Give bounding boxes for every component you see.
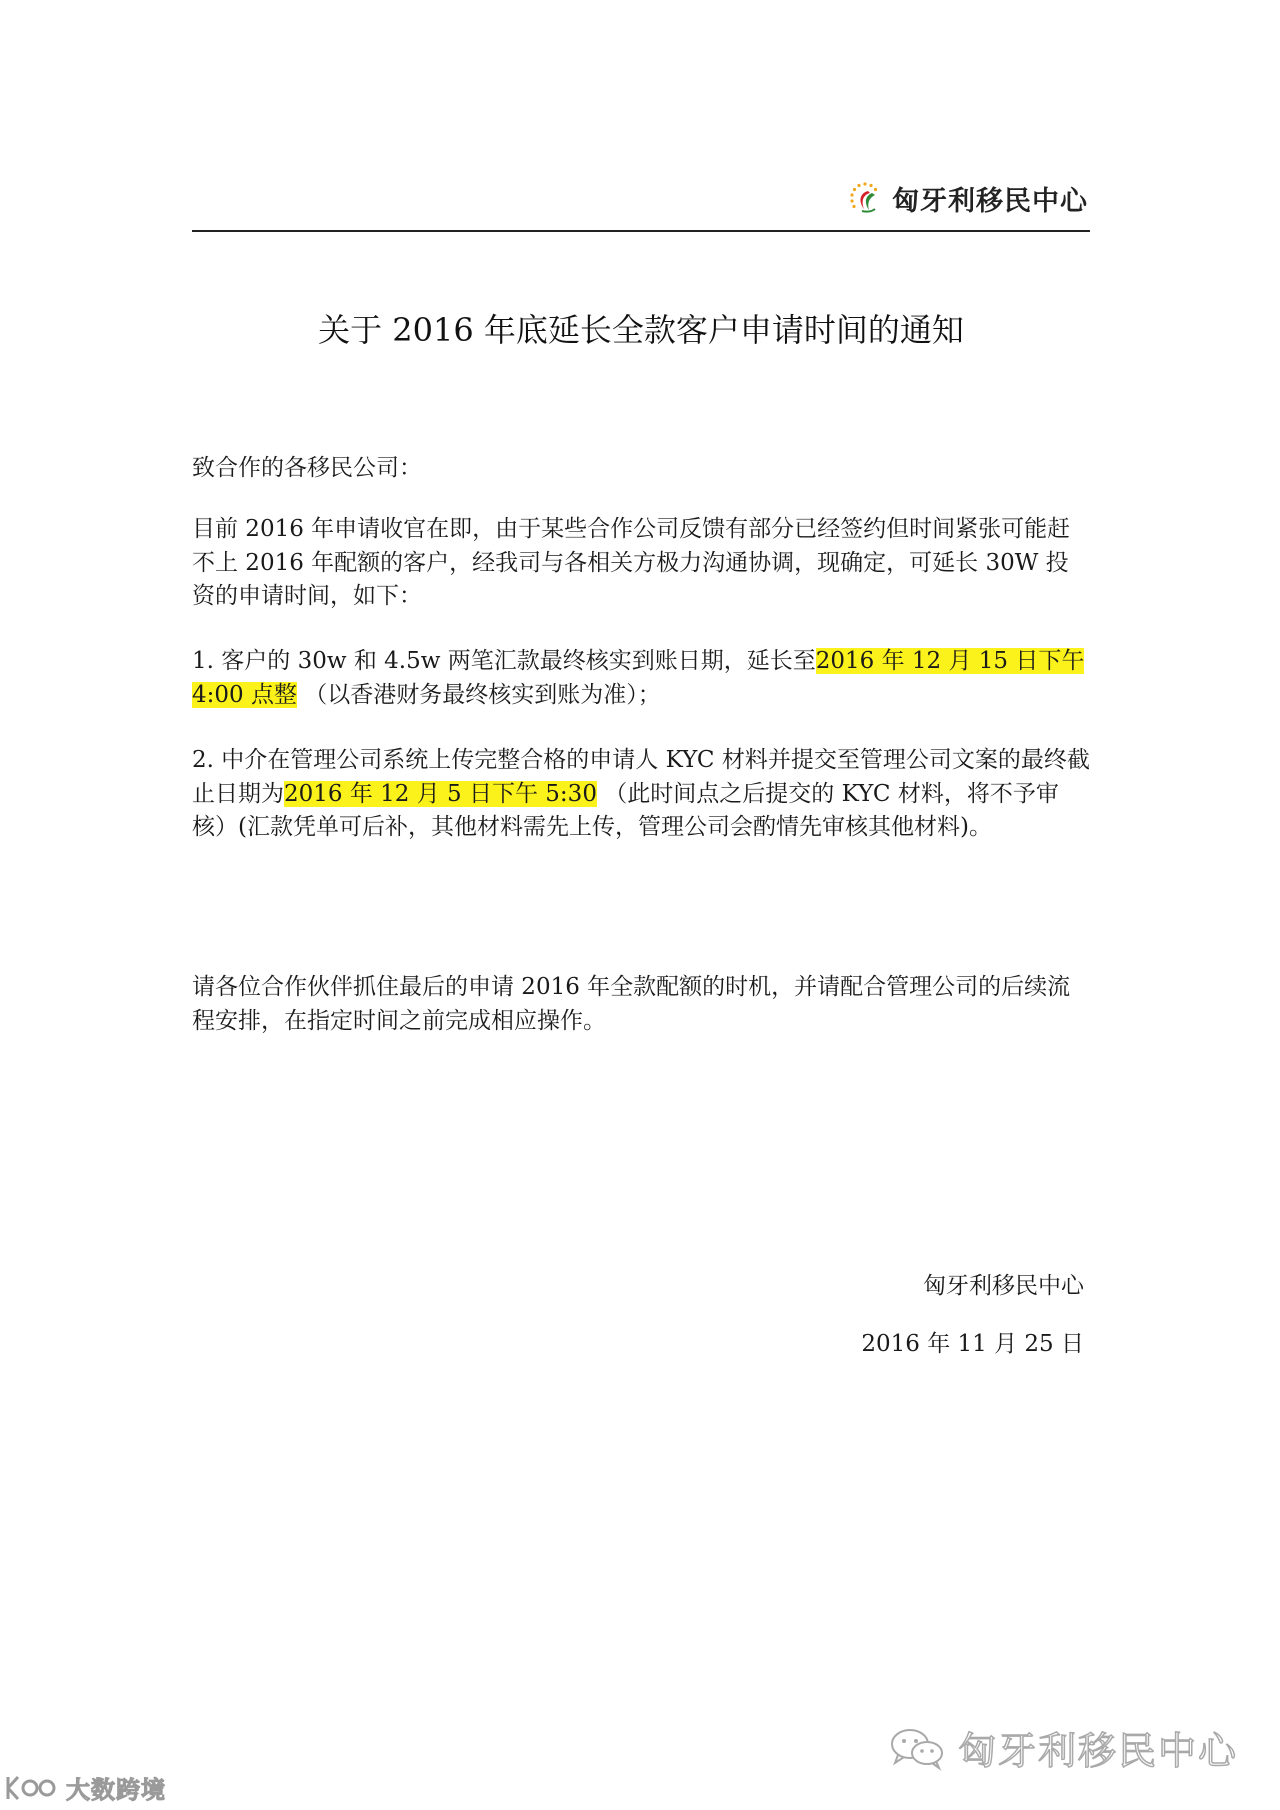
document-title: 关于 2016 年底延长全款客户申请时间的通知 [318, 311, 964, 349]
k-logo-icon [4, 1773, 60, 1803]
star-wreath-logo-icon [848, 181, 882, 215]
signature-date: 2016 年 11 月 25 日 [861, 1331, 1084, 1357]
item2-text: 2. 中介在管理公司系统上传完整合格的申请人 KYC 材料并提交至管理公司文案的最终截止日期为 [192, 747, 1090, 807]
brand [848, 176, 1088, 220]
item2-note: （此时间点之后提交的 KYC 材料，将不予审核）(汇款凭单可后补，其他材料需先上传，管理公司会酌情先审核其他材料)。 [192, 780, 1059, 840]
list-item-2 [192, 744, 1090, 845]
signature-name: 匈牙利移民中心 [923, 1273, 1084, 1299]
wechat-icon [888, 1725, 946, 1771]
item1-highlight: 2016 年 12 月 15 日下午 4:00 点整 [192, 648, 1085, 708]
item2-highlight: 2016 年 12 月 5 日下午 5:30 [284, 780, 597, 807]
org-name: 匈牙利移民中心 [892, 185, 1088, 217]
letterhead [192, 176, 1090, 232]
watermark-left-text: 大数跨境 [66, 1776, 166, 1804]
item1-text: 1. 客户的 30w 和 4.5w 两笔汇款最终核实到账日期，延长至 [192, 648, 816, 674]
closing-paragraph: 请各位合作伙伴抓住最后的申请 2016 年全款配额的时机，并请配合管理公司的后续流程安排，在指定时间之前完成相应操作。 [192, 974, 1071, 1034]
watermark-right [888, 1720, 1238, 1775]
watermark-left [4, 1770, 166, 1805]
item1-note: （以香港财务最终核实到账为准）； [296, 681, 661, 708]
list-item-1 [192, 645, 1090, 712]
watermark-right-text: 匈牙利移民中心 [957, 1729, 1238, 1773]
intro-paragraph: 目前 2016 年申请收官在即，由于某些合作公司反馈有部分已经签约但时间紧张可能赶不上 2016 年配额的客户，经我司与各相关方极力沟通协调，现确定，可延长 30W 投资的申请时间，如下： [192, 516, 1071, 609]
salutation: 致合作的各移民公司： [192, 455, 422, 481]
